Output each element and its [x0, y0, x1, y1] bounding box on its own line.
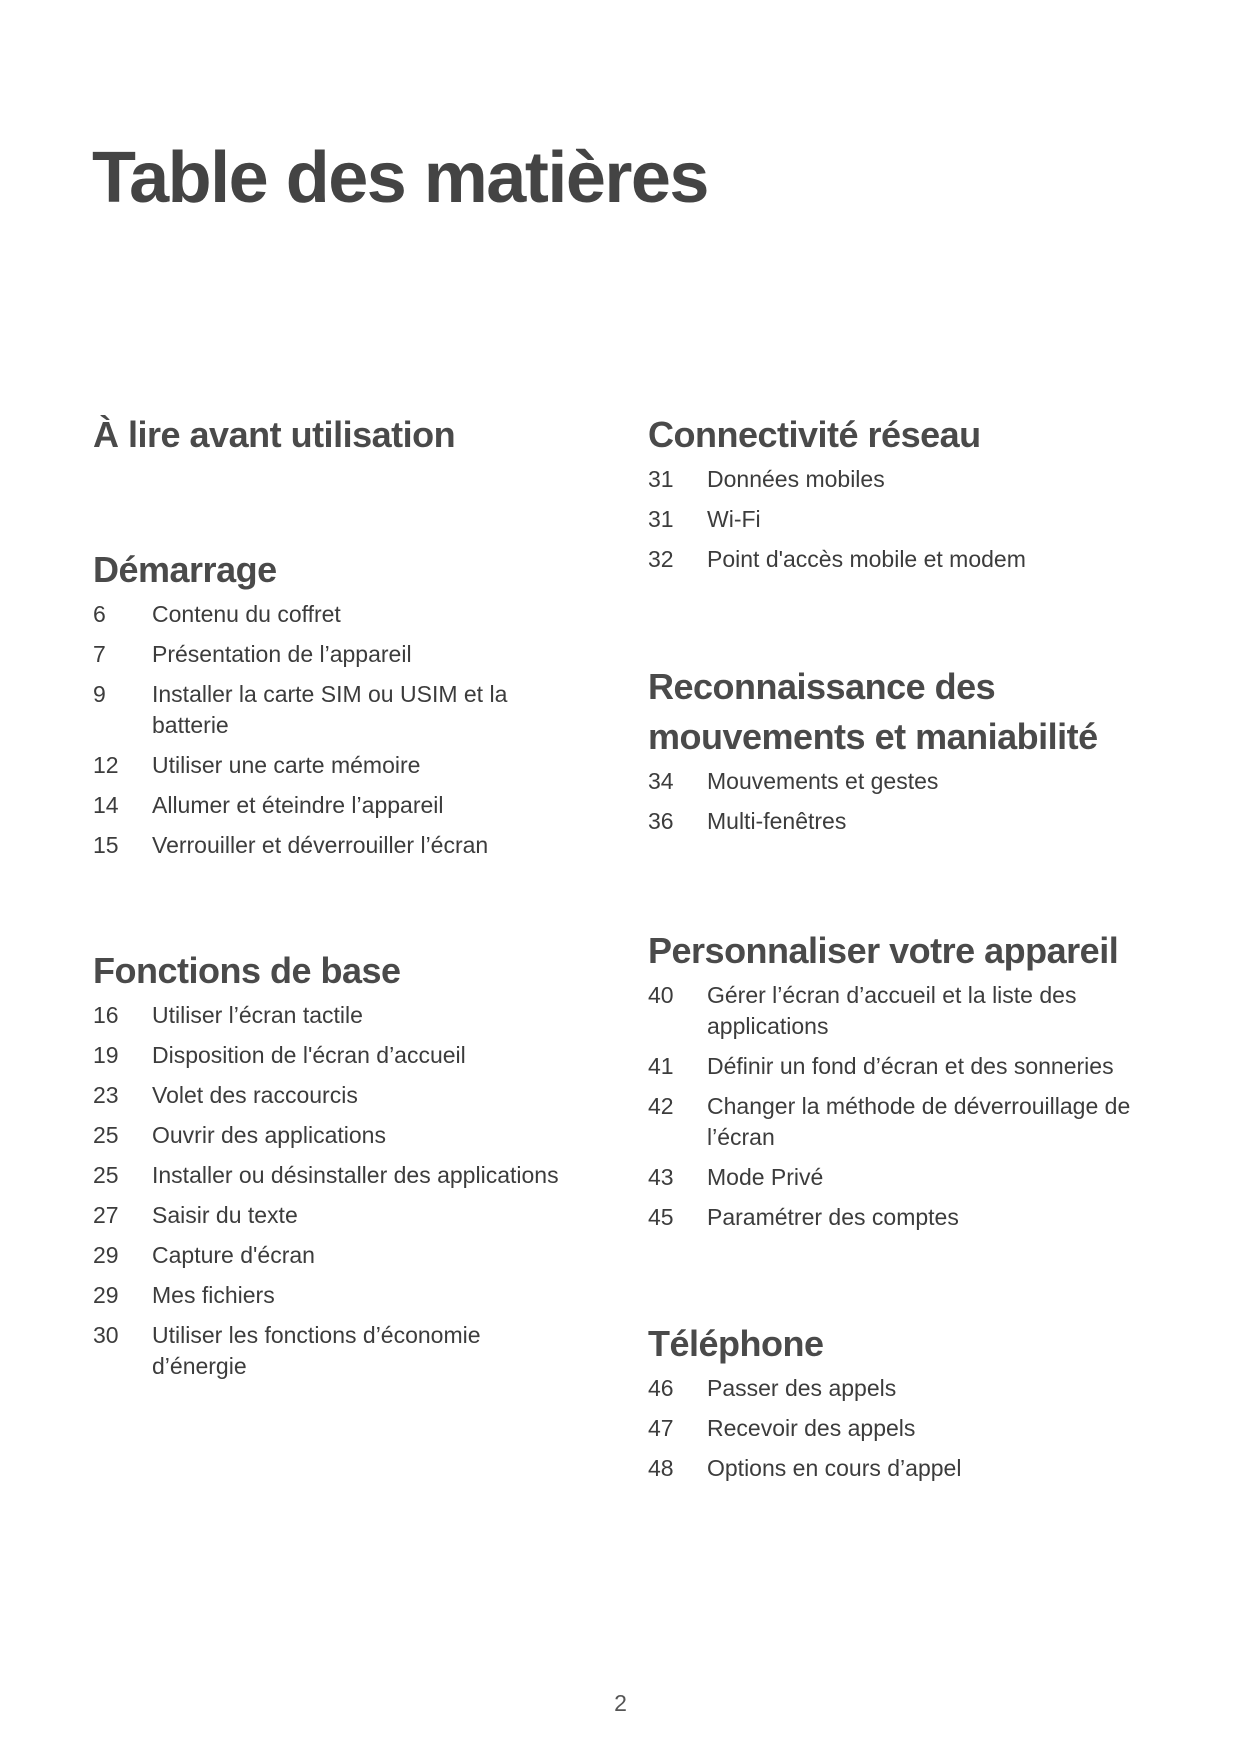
toc-page-number: 15 [93, 832, 119, 858]
toc-entry-title: Paramétrer des comptes [707, 1204, 959, 1230]
toc-page-number: 25 [93, 1122, 119, 1148]
toc-page-number: 9 [93, 681, 106, 707]
page-number: 2 [614, 1690, 627, 1716]
toc-entry-title: Changer la méthode de déverrouillage de l’écran [707, 1093, 1131, 1150]
toc-section-reconnaissance [648, 662, 1168, 926]
toc-entry-title: Ouvrir des applications [152, 1122, 386, 1148]
toc-list [648, 980, 1168, 1233]
toc-list [93, 1000, 583, 1382]
toc-entry[interactable] [93, 679, 583, 741]
toc-section-demarrage [93, 545, 583, 946]
toc-page-number: 36 [648, 808, 674, 834]
toc-entry[interactable] [648, 806, 1168, 837]
toc-page-number: 25 [93, 1162, 119, 1188]
toc-entry-title: Données mobiles [707, 466, 885, 492]
section-heading[interactable]: À lire avant utilisation [93, 414, 456, 455]
section-heading[interactable]: Fonctions de base [93, 950, 401, 991]
section-heading[interactable]: Connectivité réseau [648, 414, 981, 455]
toc-entry[interactable] [648, 1453, 1168, 1484]
toc-entry-title: Utiliser l’écran tactile [152, 1002, 363, 1028]
toc-entry[interactable] [93, 1240, 583, 1271]
toc-entry[interactable] [648, 504, 1168, 535]
toc-entry[interactable] [93, 1280, 583, 1311]
toc-page-number: 6 [93, 601, 106, 627]
toc-page-number: 45 [648, 1204, 674, 1230]
toc-entry[interactable] [648, 766, 1168, 797]
toc-entry[interactable] [648, 1051, 1168, 1082]
toc-entry-title: Présentation de l’appareil [152, 641, 412, 667]
toc-right-column [648, 410, 1168, 1493]
toc-entry-title: Définir un fond d’écran et des sonneries [707, 1053, 1114, 1079]
toc-page-number: 29 [93, 1242, 119, 1268]
toc-entry[interactable] [93, 599, 583, 630]
toc-entry[interactable] [648, 1091, 1168, 1153]
toc-entry[interactable] [648, 1162, 1168, 1193]
toc-list [93, 599, 583, 861]
toc-entry[interactable] [93, 1320, 583, 1382]
toc-page-number: 30 [93, 1322, 119, 1348]
toc-entry[interactable] [648, 464, 1168, 495]
toc-page-number: 7 [93, 641, 106, 667]
toc-entry[interactable] [93, 639, 583, 670]
toc-entry-title: Utiliser une carte mémoire [152, 752, 421, 778]
toc-page-number: 46 [648, 1375, 674, 1401]
toc-page-number: 43 [648, 1164, 674, 1190]
toc-entry-title: Gérer l’écran d’accueil et la liste des applications [707, 982, 1077, 1039]
toc-entry[interactable] [648, 1413, 1168, 1444]
toc-entry-title: Mode Privé [707, 1164, 824, 1190]
toc-entry-title: Multi-fenêtres [707, 808, 847, 834]
toc-list [648, 1373, 1168, 1484]
toc-entry[interactable] [93, 1080, 583, 1111]
toc-page-number: 40 [648, 982, 674, 1008]
toc-page-number: 34 [648, 768, 674, 794]
toc-entry[interactable] [93, 1200, 583, 1231]
toc-page-number: 42 [648, 1093, 674, 1119]
toc-entry-title: Utiliser les fonctions d’économie d’énergie [152, 1322, 481, 1379]
toc-page-number: 48 [648, 1455, 674, 1481]
toc-entry-title: Capture d'écran [152, 1242, 315, 1268]
toc-entry-title: Installer la carte SIM ou USIM et la batterie [152, 681, 508, 738]
toc-page-number: 14 [93, 792, 119, 818]
toc-entry-title: Disposition de l'écran d’accueil [152, 1042, 466, 1068]
section-heading[interactable]: Téléphone [648, 1323, 824, 1364]
toc-page-number: 12 [93, 752, 119, 778]
toc-entry[interactable] [648, 544, 1168, 575]
section-heading[interactable]: Démarrage [93, 549, 277, 590]
toc-page-number: 23 [93, 1082, 119, 1108]
toc-entry-title: Installer ou désinstaller des applications [152, 1162, 559, 1188]
section-heading[interactable]: Reconnaissance des mouvements et maniabilité [648, 666, 1098, 757]
toc-entry[interactable] [93, 1120, 583, 1151]
toc-page-number: 27 [93, 1202, 119, 1228]
toc-entry[interactable] [93, 1040, 583, 1071]
toc-section-personnaliser [648, 926, 1168, 1319]
toc-page-number: 29 [93, 1282, 119, 1308]
toc-page-number: 41 [648, 1053, 674, 1079]
toc-entry[interactable] [93, 1000, 583, 1031]
toc-entry-title: Verrouiller et déverrouiller l’écran [152, 832, 489, 858]
toc-entry-title: Allumer et éteindre l’appareil [152, 792, 444, 818]
toc-entry[interactable] [648, 1373, 1168, 1404]
toc-entry[interactable] [93, 1160, 583, 1191]
toc-entry[interactable] [93, 750, 583, 781]
toc-list [648, 766, 1168, 837]
toc-list [648, 464, 1168, 575]
toc-entry[interactable] [93, 830, 583, 861]
toc-entry-title: Recevoir des appels [707, 1415, 916, 1441]
toc-page-number: 47 [648, 1415, 674, 1441]
toc-entry[interactable] [648, 1202, 1168, 1233]
toc-entry-title: Volet des raccourcis [152, 1082, 358, 1108]
toc-left-column [93, 410, 583, 1391]
toc-entry-title: Saisir du texte [152, 1202, 298, 1228]
toc-section-fonctions-de-base [93, 946, 583, 1382]
toc-entry[interactable] [648, 980, 1168, 1042]
toc-page-number: 31 [648, 506, 674, 532]
toc-entry-title: Mes fichiers [152, 1282, 275, 1308]
toc-entry-title: Point d'accès mobile et modem [707, 546, 1026, 572]
toc-entry-title: Wi-Fi [707, 506, 761, 532]
toc-entry-title: Mouvements et gestes [707, 768, 939, 794]
toc-page-number: 19 [93, 1042, 119, 1068]
page-title: Table des matières [92, 138, 708, 218]
toc-entry-title: Passer des appels [707, 1375, 897, 1401]
toc-entry[interactable] [93, 790, 583, 821]
toc-entry-title: Options en cours d’appel [707, 1455, 962, 1481]
toc-section-telephone [648, 1319, 1168, 1484]
toc-page-number: 16 [93, 1002, 119, 1028]
section-heading[interactable]: Personnaliser votre appareil [648, 930, 1119, 971]
toc-entry-title: Contenu du coffret [152, 601, 341, 627]
toc-page-number: 32 [648, 546, 674, 572]
toc-section-a-lire [93, 410, 583, 545]
toc-page-number: 31 [648, 466, 674, 492]
toc-section-connectivite [648, 410, 1168, 662]
